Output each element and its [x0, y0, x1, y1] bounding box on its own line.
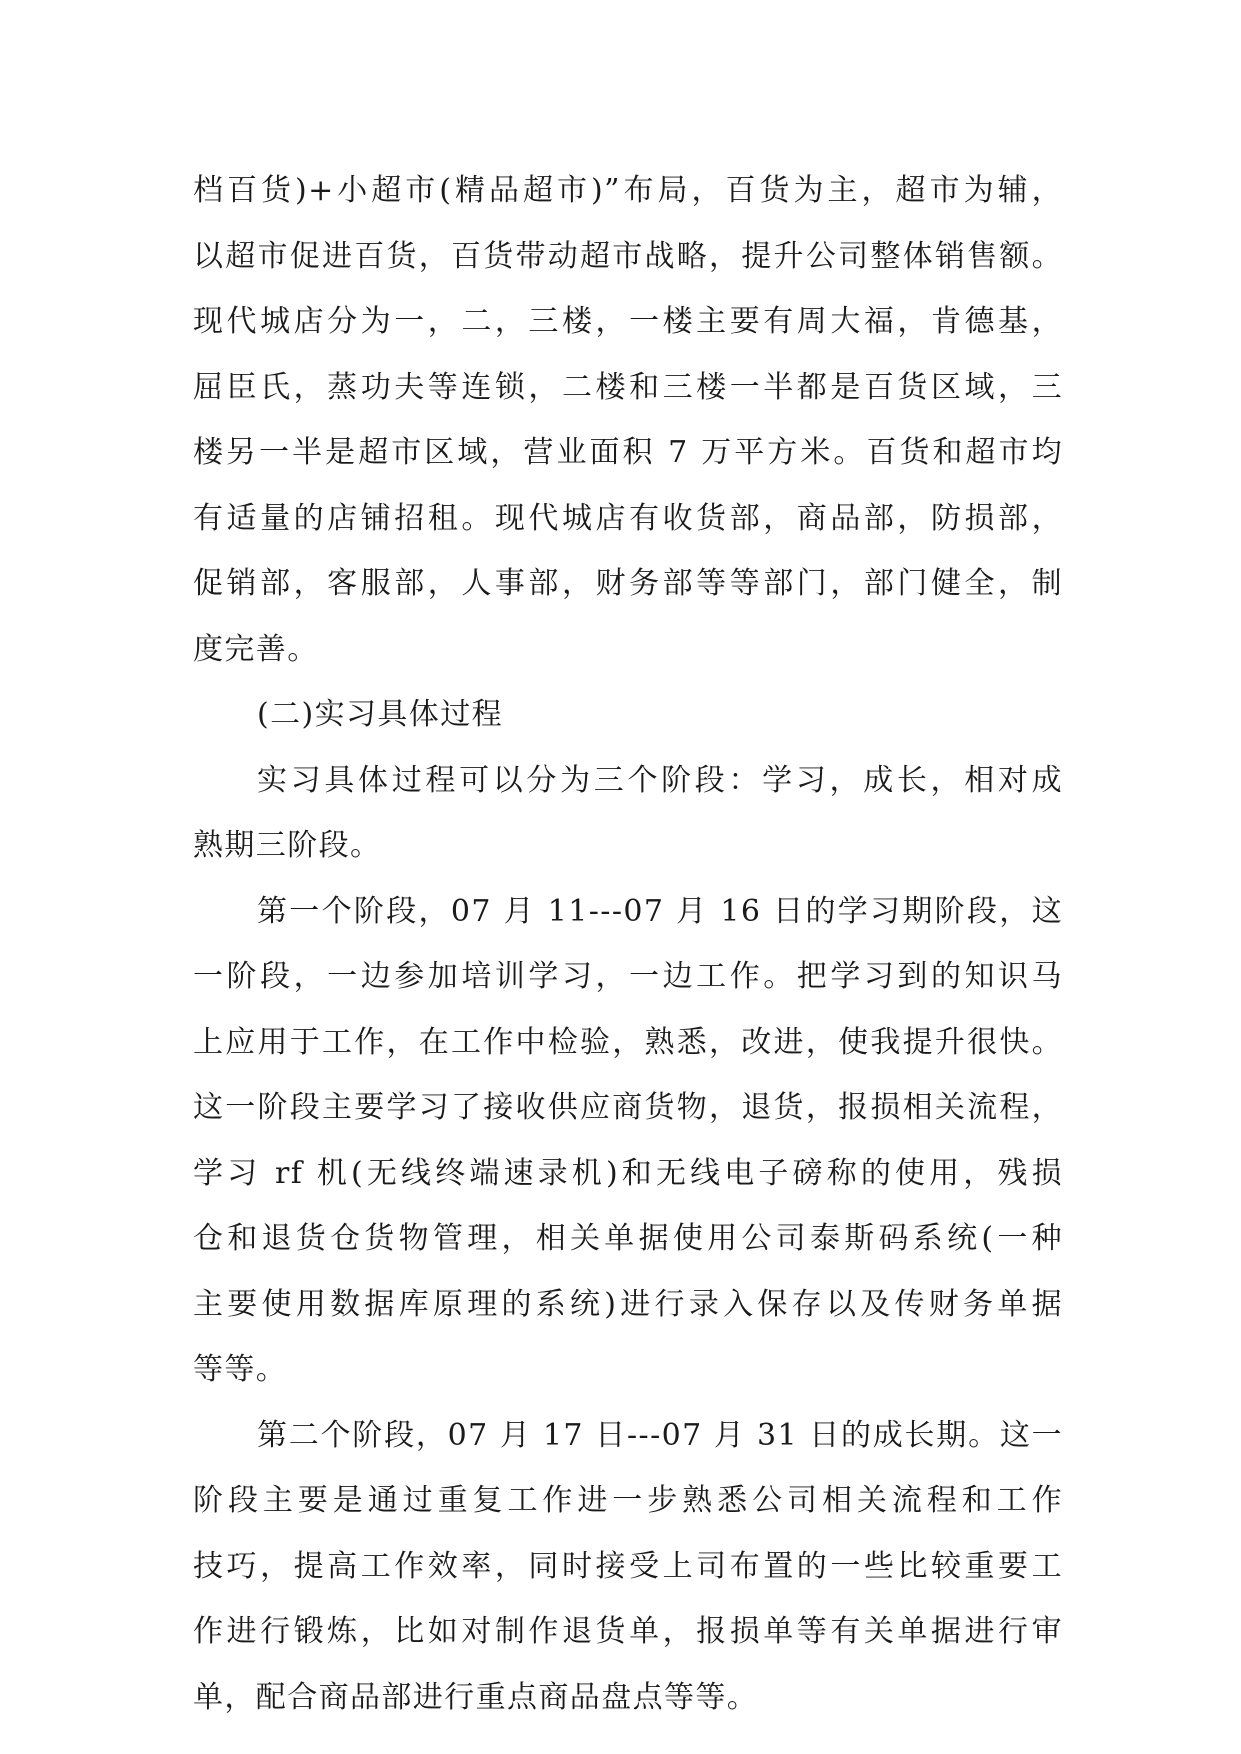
text-line: 仓和退货仓货物管理，相关单据使用公司泰斯码系统(一种	[193, 1221, 1063, 1256]
text-line: 等等。	[193, 1352, 288, 1387]
text-line: 第二个阶段，07 月 17 日---07 月 31 日的成长期。这一	[257, 1417, 1063, 1453]
text-line: 阶段主要是通过重复工作进一步熟悉公司相关流程和工作	[193, 1483, 1063, 1518]
text-line: 屈臣氏，蒸功夫等连锁，二楼和三楼一半都是百货区域，三	[193, 369, 1063, 405]
text-line: 这一阶段主要学习了接收供应商货物，退货，报损相关流程，	[193, 1090, 1063, 1125]
section-heading: (二)实习具体过程	[257, 697, 504, 732]
text-line: 学习 rf 机(无线终端速录机)和无线电子磅称的使用，残损	[193, 1155, 1063, 1191]
text-line: 楼另一半是超市区域，营业面积 7 万平方米。百货和超市均	[193, 435, 1063, 470]
text-line: 现代城店分为一，二，三楼，一楼主要有周大福，肯德基，	[193, 304, 1063, 339]
document-body	[193, 158, 1063, 1730]
text-line: 第一个阶段，07 月 11---07 月 16 日的学习期阶段，这	[257, 893, 1063, 929]
text-line: 熟期三阶段。	[193, 828, 382, 863]
text-line: 一阶段，一边参加培训学习，一边工作。把学习到的知识马	[193, 959, 1063, 994]
text-line: 单，配合商品部进行重点商品盘点等等。	[193, 1679, 759, 1715]
text-line: 以超市促进百货，百货带动超市战略，提升公司整体销售额。	[193, 238, 1063, 274]
text-line: 度完善。	[193, 631, 319, 667]
text-line: 技巧，提高工作效率，同时接受上司布置的一些比较重要工	[193, 1548, 1063, 1584]
text-line: 上应用于工作，在工作中检验，熟悉，改进，使我提升很快。	[193, 1024, 1063, 1060]
text-line: 主要使用数据库原理的系统)进行录入保存以及传财务单据	[193, 1286, 1063, 1322]
text-line: 档百货)+小超市(精品超市)”布局，百货为主，超市为辅，	[193, 173, 1063, 208]
text-line: 实习具体过程可以分为三个阶段：学习，成长，相对成	[257, 762, 1063, 798]
text-line: 有适量的店铺招租。现代城店有收货部，商品部，防损部，	[193, 500, 1063, 536]
text-line: 作进行锻炼，比如对制作退货单，报损单等有关单据进行审	[193, 1614, 1063, 1649]
text-line: 促销部，客服部，人事部，财务部等等部门，部门健全，制	[193, 566, 1063, 601]
